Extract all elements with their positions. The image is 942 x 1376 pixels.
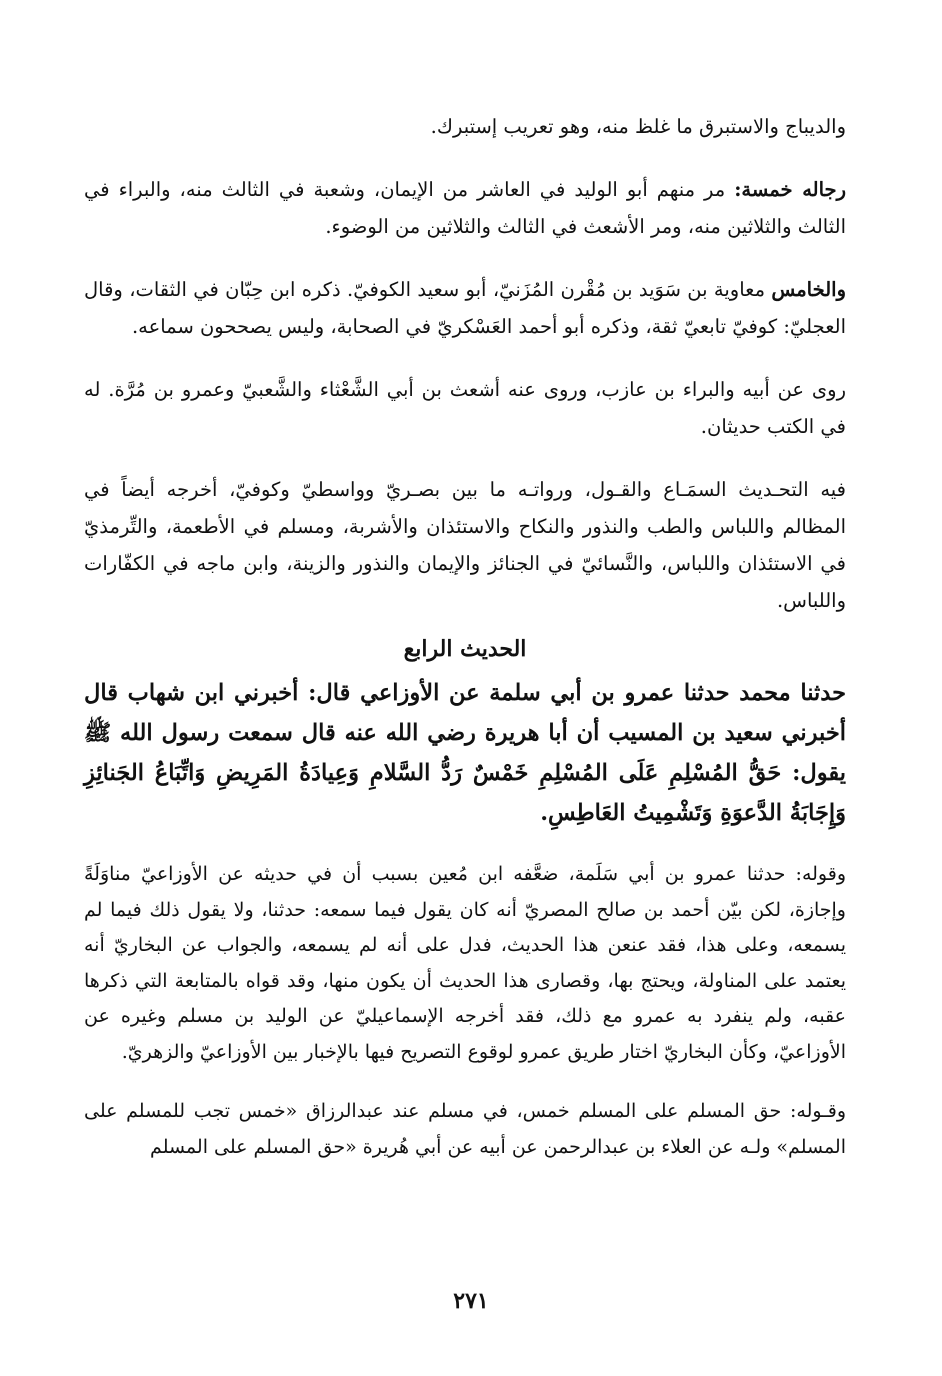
paragraph-narrations: روى عن أبيه والبراء بن عازب، وروى عنه أشعث بن أبي الشَّعْثاء والشَّعبيّ وعمرو بن مُرَّة. له في الكتب حديثان. <box>84 378 846 438</box>
paragraph-fifth-narrator <box>84 271 846 345</box>
commentary-paragraph-2: وقـوله: حق المسلم على المسلم خمس، في مسلم عند عبدالرزاق «خمس تجب للمسلم على المسلم» ولـه عن العلاء بن عبدالرحمن عن أبيه عن أبي هُريرة «حق المسلم على المسلم <box>84 1100 846 1158</box>
paragraph-narrators <box>84 171 846 245</box>
paragraph-narrators-lead: رجاله خمسة: <box>734 178 846 201</box>
paragraph-definition: والديباج والاستبرق ما غلظ منه، وهو تعريب إستبرك. <box>430 115 846 138</box>
paragraph-narrators-body: مر منهم أبو الوليد في العاشر من الإيمان، وشعبة في الثالث منه، والبراء في الثالث والثلاثين منه، ومر الأشعث في الثالث والثلاثين من الوضوء. <box>84 178 846 238</box>
paragraph-fifth-narrator-body: معاوية بن سَوَيد بن مُقْرن المُزَنيّ، أبو سعيد الكوفيّ. ذكره ابن حِبّان في الثقات، وقال العجليّ: كوفيّ تابعيّ ثقة، وذكره أبو أحمد العَسْكريّ في الصحابة، وليس يصححون سماعه. <box>84 278 846 338</box>
commentary-paragraph-1: وقوله: حدثنا عمرو بن أبي سَلَمة، ضعَّفه ابن مُعين بسبب أن في حديثه عن الأوزاعيّ مناوَلَةً وإجازة، لكن بيّن أحمد بن صالح المصريّ أنه كان يقول فيما سمعه: حدثنا، ولا يقول ذلك فيما لم يسمعه، وعلى هذا، فقد عنعن هذا الحديث، فدل على أنه لم يسمعه، والجواب عن البخاريّ أنه يعتمد على المناولة، ويحتج بها، وقصارى هذا الحديث أن يكون منها، وقد قواه بالمتابعة التي ذكرها عقبه، ولم ينفرد به عمرو مع ذلك، فقد أخرجه الإسماعيليّ عن الوليد بن مسلم وغيره عن الأوزاعيّ، وكأن البخاريّ اختار طريق عمرو لوقوع التصريح فيها بالإخبار بين الأوزاعيّ والزهريّ. <box>84 863 846 1063</box>
section-heading: الحديث الرابع <box>403 636 527 662</box>
hadith-text: حدثنا محمد حدثنا عمرو بن أبي سلمة عن الأوزاعي قال: أخبرني ابن شهاب قال أخبرني سعيد بن المسيب أن أبا هريرة رضي الله عنه قال سمعت رسول الله ﷺ يقول: حَقُّ المُسْلِمِ عَلَى المُسْلِمِ خَمْسٌ رَدُّ السَّلامِ وَعِيادَةُ المَرِيضِ وَاتِّبَاعُ الجَنائِزِ وَإِجَابَةُ الدَّعوَةِ وَتَشْمِيتُ العَاطِسِ. <box>84 680 846 826</box>
page-body <box>84 108 846 1165</box>
paragraph-transmission: فيه التحـديث السمَـاع والقـول، ورواتـه ما بين بصـريّ وواسطيّ وكوفيّ، أخرجه أيضاً في المظالم واللباس والطب والنذور والنكاح والاستئذان والأشربة، ومسلم في الأطعمة، والتِّرمذيّ في الاستئذان واللباس، والنَّسائيّ في الجنائز والإيمان والنذور والزينة، وابن ماجه في الكفّارات واللباس. <box>84 478 846 612</box>
paragraph-fifth-narrator-lead: والخامس <box>771 278 846 301</box>
page-number: ٢٧١ <box>453 1288 489 1314</box>
